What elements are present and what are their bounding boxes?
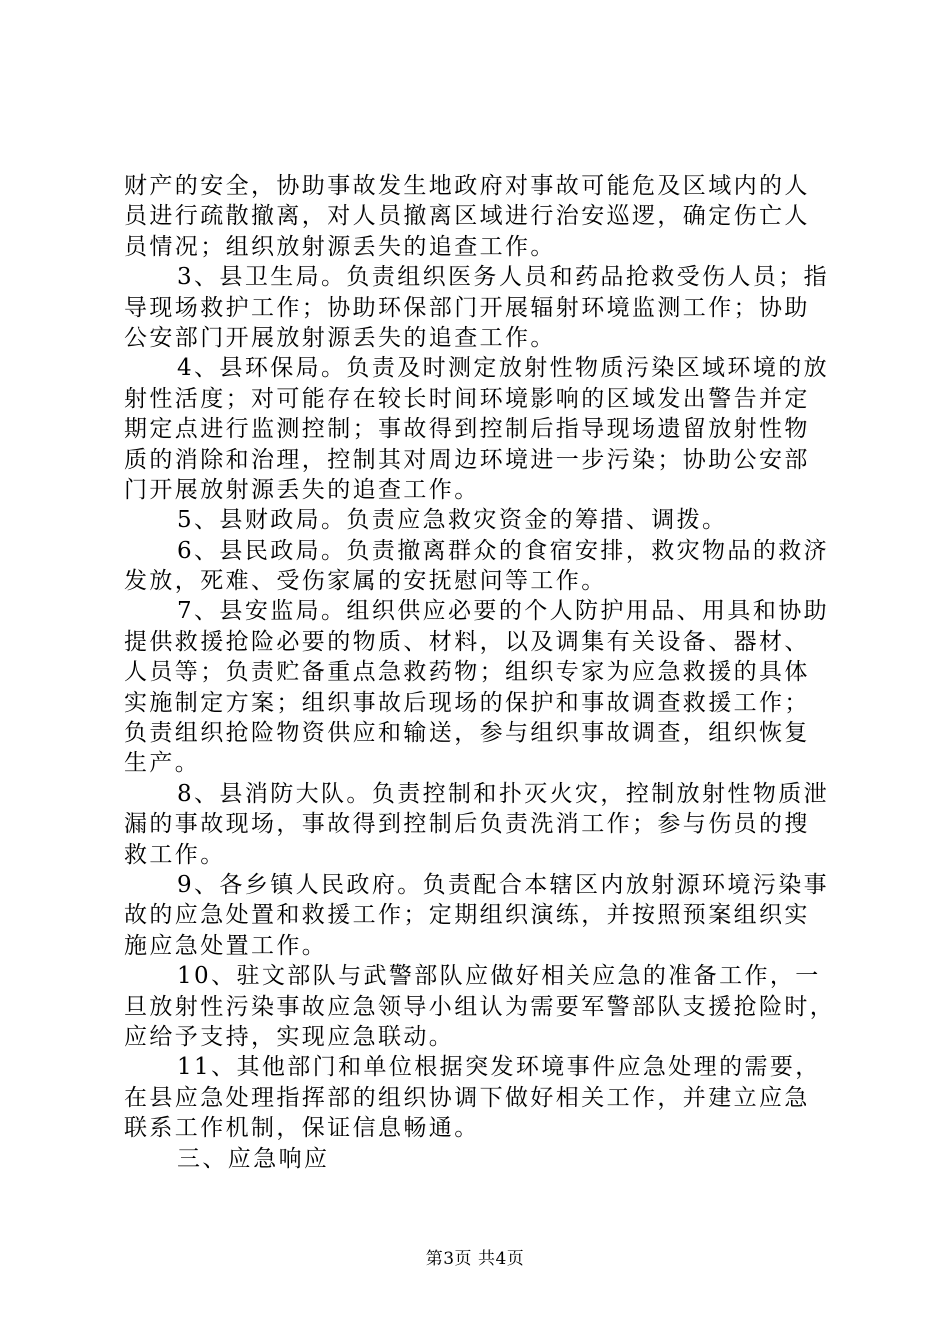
text-line: 员进行疏散撤离，对人员撤离区域进行治安巡逻，确定伤亡人 <box>124 203 810 230</box>
text-line: 导现场救护工作；协助环保部门开展辐射环境监测工作；协助 <box>124 294 810 321</box>
text-line: 5、县财政局。负责应急救灾资金的筹措、调拨。 <box>177 507 728 534</box>
text-line: 7、县安监局。组织供应必要的个人防护用品、用具和协助 <box>177 598 830 625</box>
text-line: 旦放射性污染事故应急领导小组认为需要军警部队支援抢险时， <box>124 993 836 1020</box>
text-line: 提供救援抢险必要的物质、材料，以及调集有关设备、器材、 <box>124 628 810 655</box>
text-line: 发放，死难、受伤家属的安抚慰问等工作。 <box>124 568 607 595</box>
text-line: 实施制定方案；组织事故后现场的保护和事故调查救援工作； <box>124 689 810 716</box>
text-line: 质的消除和治理，控制其对周边环境进一步污染；协助公安部 <box>124 446 810 473</box>
text-line: 门开展放射源丢失的追查工作。 <box>124 476 480 503</box>
text-line: 4、县环保局。负责及时测定放射性物质污染区域环境的放 <box>177 355 830 382</box>
text-line: 财产的安全，协助事故发生地政府对事故可能危及区域内的人 <box>124 173 810 199</box>
text-line: 员情况；组织放射源丢失的追查工作。 <box>124 233 556 260</box>
text-line: 9、各乡镇人民政府。负责配合本辖区内放射源环境污染事 <box>177 871 830 898</box>
document-body <box>124 171 834 1174</box>
text-line: 公安部门开展放射源丢失的追查工作。 <box>124 324 556 351</box>
text-line: 人员等；负责贮备重点急救药物；组织专家为应急救援的具体 <box>124 659 810 686</box>
text-line: 应给予支持，实现应急联动。 <box>124 1023 455 1050</box>
page-footer: 第3页 共4页 <box>425 1249 525 1269</box>
text-line: 期定点进行监测控制；事故得到控制后指导现场遗留放射性物 <box>124 416 810 443</box>
text-line: 6、县民政局。负责撤离群众的食宿安排，救灾物品的救济 <box>177 537 830 564</box>
text-line: 联系工作机制，保证信息畅通。 <box>124 1115 480 1142</box>
text-line: 10、驻文部队与武警部队应做好相关应急的准备工作，一 <box>177 963 821 990</box>
text-line: 故的应急处置和救援工作；定期组织演练，并按照预案组织实 <box>124 902 810 929</box>
text-line: 8、县消防大队。负责控制和扑灭火灾，控制放射性物质泄 <box>177 780 830 807</box>
text-line: 在县应急处理指挥部的组织协调下做好相关工作，并建立应急 <box>124 1084 810 1111</box>
text-line: 施应急处置工作。 <box>124 932 328 959</box>
text-line: 救工作。 <box>124 841 226 868</box>
text-line: 负责组织抢险物资供应和输送，参与组织事故调查，组织恢复 <box>124 720 810 747</box>
text-line: 11、其他部门和单位根据突发环境事件应急处理的需要， <box>177 1054 821 1081</box>
text-line: 三、应急响应 <box>177 1145 330 1172</box>
text-line: 漏的事故现场，事故得到控制后负责洗消工作；参与伤员的搜 <box>124 811 810 838</box>
text-line: 3、县卫生局。负责组织医务人员和药品抢救受伤人员；指 <box>177 264 830 291</box>
text-line: 生产。 <box>124 750 201 777</box>
text-line: 射性活度；对可能存在较长时间环境影响的区域发出警告并定 <box>124 385 810 412</box>
